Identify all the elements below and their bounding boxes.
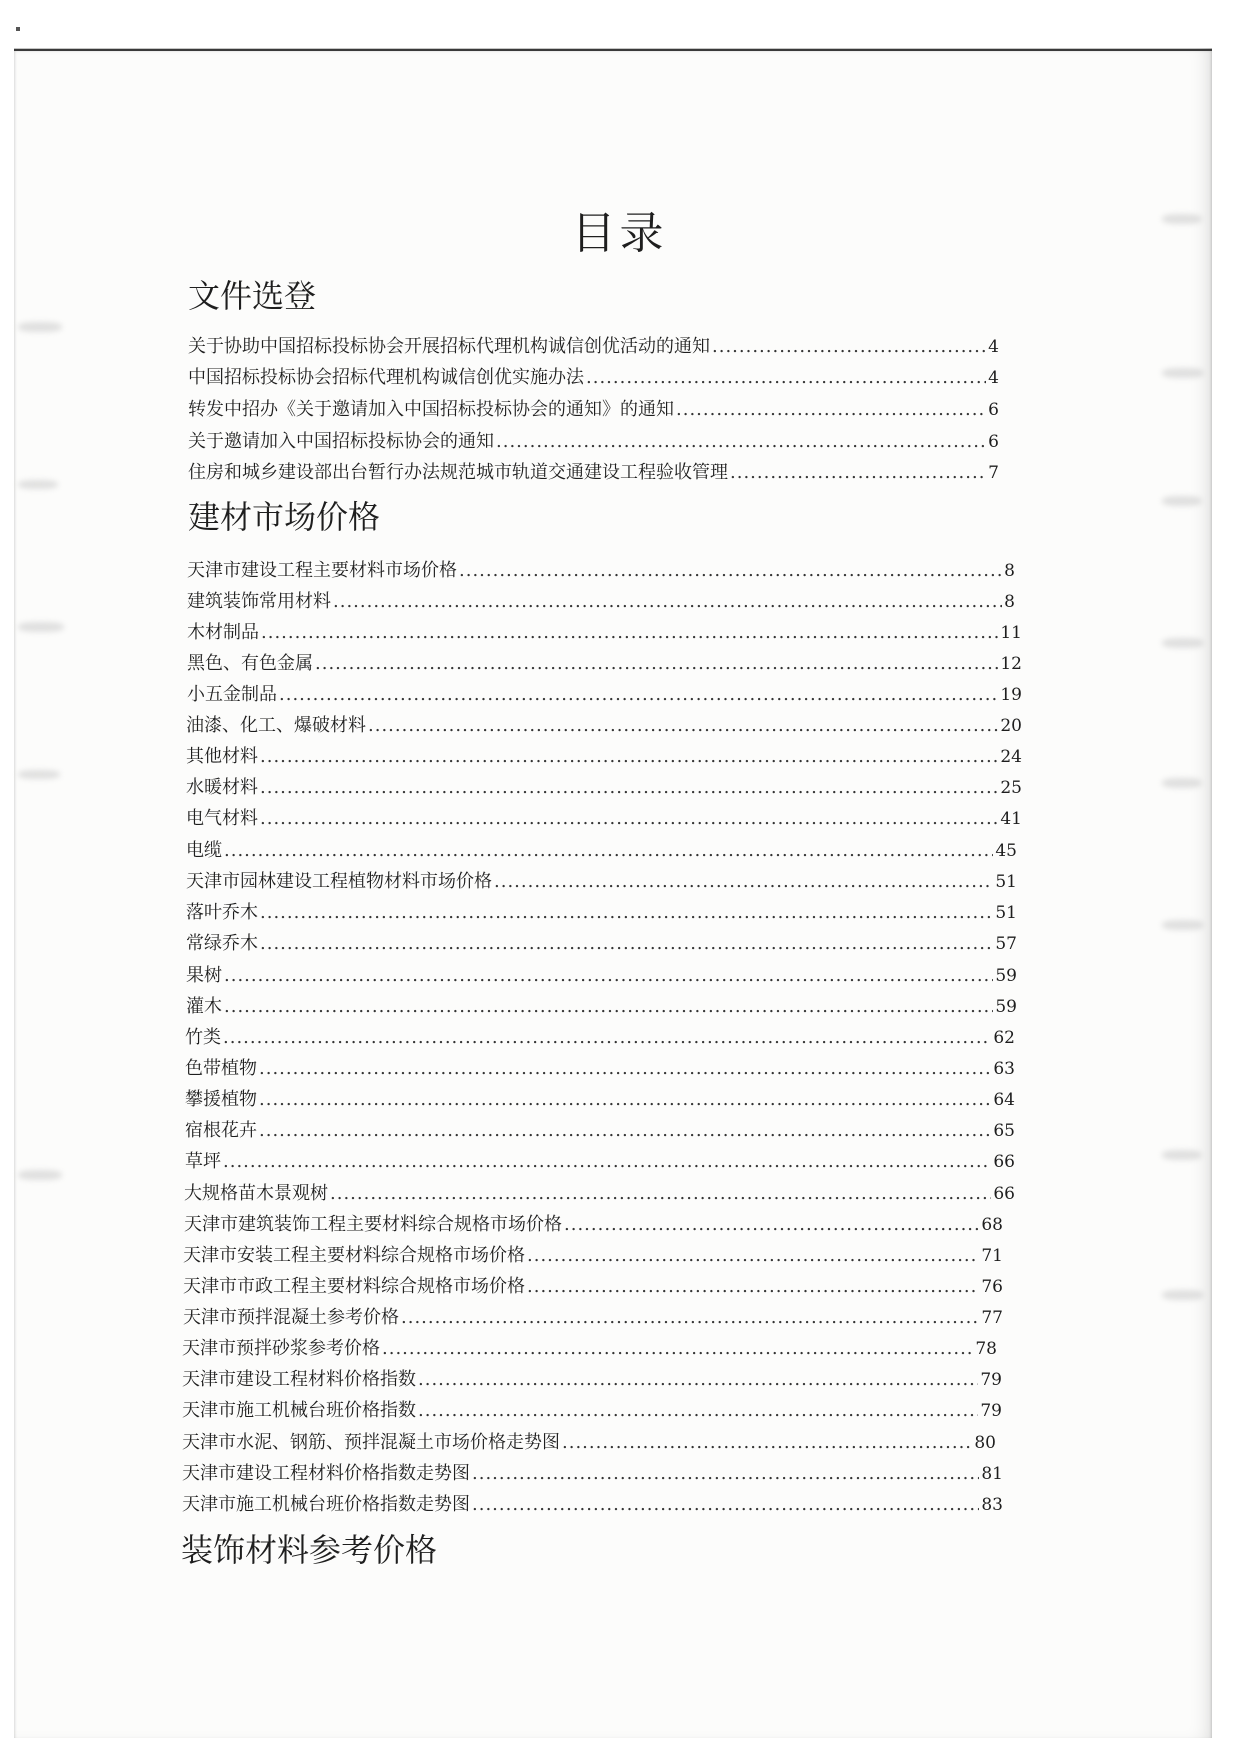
toc-entry[interactable] xyxy=(186,995,1017,1019)
toc-entry-title: 天津市建设工程材料价格指数走势图 xyxy=(182,1463,470,1484)
toc-entry[interactable] xyxy=(186,839,1017,863)
leader-dots xyxy=(496,430,986,454)
toc-entry-page: 79 xyxy=(980,1370,1002,1390)
toc-entry-page: 76 xyxy=(981,1277,1003,1297)
scan-smudge xyxy=(1162,1290,1204,1300)
scan-smudge xyxy=(18,770,60,779)
toc-entry[interactable] xyxy=(183,1244,1003,1268)
page-edge-line xyxy=(14,49,1212,51)
toc-entry[interactable] xyxy=(184,1213,1003,1237)
toc-entry-page: 20 xyxy=(1000,716,1022,736)
toc-entry-page: 45 xyxy=(995,841,1017,861)
toc-entry-title: 天津市施工机械台班价格指数 xyxy=(182,1400,416,1421)
scan-smudge xyxy=(18,322,62,332)
leader-dots xyxy=(527,1244,979,1268)
section-heading: 装饰材料参考价格 xyxy=(181,1531,438,1569)
leader-dots xyxy=(259,1057,991,1081)
leader-dots xyxy=(279,683,998,707)
section-heading: 文件选登 xyxy=(188,277,317,315)
toc-entry-page: 41 xyxy=(1000,809,1022,829)
scan-smudge xyxy=(1162,368,1204,378)
toc-entry-page: 71 xyxy=(981,1246,1003,1266)
leader-dots xyxy=(730,461,986,485)
toc-entry-page: 80 xyxy=(974,1433,996,1453)
toc-entry[interactable] xyxy=(186,776,1022,800)
toc-entry[interactable] xyxy=(187,590,1015,614)
toc-entry-page: 66 xyxy=(993,1152,1015,1172)
toc-entry-title: 电气材料 xyxy=(186,808,258,829)
scan-smudge xyxy=(18,480,58,489)
scan-smudge xyxy=(1162,638,1204,648)
toc-entry-page: 79 xyxy=(980,1401,1002,1421)
toc-entry-title: 果树 xyxy=(186,965,222,986)
toc-entry[interactable] xyxy=(188,398,999,422)
toc-entry[interactable] xyxy=(186,807,1022,831)
leader-dots xyxy=(527,1275,979,1299)
toc-entry[interactable] xyxy=(182,1493,1003,1517)
toc-entry-page: 51 xyxy=(995,903,1017,923)
toc-entry[interactable] xyxy=(182,1462,1003,1486)
leader-dots xyxy=(459,559,1002,583)
toc-entry-page: 8 xyxy=(1004,592,1015,612)
toc-entry-page: 6 xyxy=(988,400,999,420)
toc-entry-title: 住房和城乡建设部出台暂行办法规范城市轨道交通建设工程验收管理 xyxy=(188,462,728,483)
toc-entry[interactable] xyxy=(186,745,1022,769)
toc-entry-page: 59 xyxy=(995,966,1017,986)
toc-entry[interactable] xyxy=(187,683,1022,707)
toc-entry-page: 78 xyxy=(975,1339,997,1359)
toc-entry[interactable] xyxy=(187,652,1022,676)
toc-entry-title: 天津市建设工程材料价格指数 xyxy=(182,1369,416,1390)
leader-dots xyxy=(401,1306,979,1330)
toc-entry-title: 电缆 xyxy=(186,840,222,861)
toc-entry[interactable] xyxy=(182,1431,996,1455)
toc-entry-title: 天津市预拌混凝土参考价格 xyxy=(183,1307,399,1328)
toc-entry-title: 中国招标投标协会招标代理机构诚信创优实施办法 xyxy=(188,367,584,388)
toc-entry-title: 宿根花卉 xyxy=(185,1120,257,1141)
leader-dots xyxy=(259,1088,991,1112)
toc-entry[interactable] xyxy=(182,1399,1002,1423)
toc-entry-title: 转发中招办《关于邀请加入中国招标投标协会的通知》的通知 xyxy=(188,399,674,420)
toc-entry[interactable] xyxy=(188,366,999,390)
toc-entry-title: 油漆、化工、爆破材料 xyxy=(186,715,366,736)
leader-dots xyxy=(494,870,993,894)
toc-entry-page: 68 xyxy=(981,1215,1003,1235)
leader-dots xyxy=(330,1182,991,1206)
scan-mark xyxy=(16,27,20,31)
leader-dots xyxy=(472,1462,979,1486)
toc-entry-title: 大规格苗木景观树 xyxy=(184,1183,328,1204)
toc-entry-page: 8 xyxy=(1004,561,1015,581)
toc-entry-title: 草坪 xyxy=(185,1151,221,1172)
toc-entry-page: 7 xyxy=(988,463,999,483)
toc-entry-title: 关于协助中国招标投标协会开展招标代理机构诚信创优活动的通知 xyxy=(188,336,710,357)
toc-entry[interactable] xyxy=(188,461,999,485)
toc-entry-page: 83 xyxy=(981,1495,1003,1515)
toc-entry[interactable] xyxy=(185,1057,1015,1081)
toc-entry-page: 59 xyxy=(995,997,1017,1017)
toc-entry-title: 木材制品 xyxy=(187,622,259,643)
toc-entry-title: 天津市预拌砂浆参考价格 xyxy=(182,1338,380,1359)
toc-entry-page: 63 xyxy=(993,1059,1015,1079)
toc-entry-page: 24 xyxy=(1000,747,1022,767)
leader-dots xyxy=(333,590,1002,614)
toc-entry[interactable] xyxy=(186,964,1017,988)
scan-smudge xyxy=(1162,496,1202,506)
toc-entry-page: 51 xyxy=(995,872,1017,892)
toc-entry-title: 灌木 xyxy=(186,996,222,1017)
leader-dots xyxy=(260,932,993,956)
leader-dots xyxy=(224,839,993,863)
toc-entry[interactable] xyxy=(182,1368,1002,1392)
toc-entry-page: 12 xyxy=(1000,654,1022,674)
toc-entry-title: 天津市施工机械台班价格指数走势图 xyxy=(182,1494,470,1515)
toc-entry[interactable] xyxy=(185,1088,1015,1112)
leader-dots xyxy=(564,1213,979,1237)
section-heading: 建材市场价格 xyxy=(188,498,381,536)
leader-dots xyxy=(418,1368,978,1392)
leader-dots xyxy=(223,1026,991,1050)
toc-entry[interactable] xyxy=(186,932,1017,956)
toc-entry-title: 天津市安装工程主要材料综合规格市场价格 xyxy=(183,1245,525,1266)
toc-entry[interactable] xyxy=(186,901,1017,925)
toc-entry[interactable] xyxy=(188,430,999,454)
toc-entry-page: 19 xyxy=(1000,685,1022,705)
leader-dots xyxy=(224,995,993,1019)
toc-entry-page: 64 xyxy=(993,1090,1015,1110)
leader-dots xyxy=(260,901,993,925)
toc-entry-page: 4 xyxy=(988,368,999,388)
toc-entry[interactable] xyxy=(185,1026,1015,1050)
leader-dots xyxy=(315,652,998,676)
toc-entry[interactable] xyxy=(182,1337,997,1361)
toc-entry-page: 66 xyxy=(993,1184,1015,1204)
toc-entry-page: 6 xyxy=(988,432,999,452)
toc-entry-title: 天津市水泥、钢筋、预拌混凝土市场价格走势图 xyxy=(182,1432,560,1453)
leader-dots xyxy=(261,621,998,645)
toc-entry-title: 天津市园林建设工程植物材料市场价格 xyxy=(186,871,492,892)
scan-smudge xyxy=(18,622,64,632)
toc-entry-title: 关于邀请加入中国招标投标协会的通知 xyxy=(188,431,494,452)
toc-entry-title: 天津市建筑装饰工程主要材料综合规格市场价格 xyxy=(184,1214,562,1235)
leader-dots xyxy=(224,964,993,988)
toc-entry-page: 62 xyxy=(993,1028,1015,1048)
toc-entry-title: 小五金制品 xyxy=(187,684,277,705)
leader-dots xyxy=(223,1150,991,1174)
toc-entry-title: 天津市建设工程主要材料市场价格 xyxy=(187,560,457,581)
toc-entry[interactable] xyxy=(188,335,999,359)
scan-smudge xyxy=(1162,1150,1202,1160)
leader-dots xyxy=(260,776,998,800)
leader-dots xyxy=(260,807,998,831)
toc-entry-title: 攀援植物 xyxy=(185,1089,257,1110)
toc-entry-title: 建筑装饰常用材料 xyxy=(187,591,331,612)
leader-dots xyxy=(260,745,998,769)
toc-entry-page: 81 xyxy=(981,1464,1003,1484)
scan-smudge xyxy=(1162,778,1202,788)
page-title: 目录 xyxy=(571,208,668,259)
scan-smudge xyxy=(18,1170,62,1180)
leader-dots xyxy=(382,1337,973,1361)
leader-dots xyxy=(562,1431,972,1455)
toc-entry-title: 黑色、有色金属 xyxy=(187,653,313,674)
leader-dots xyxy=(586,366,986,390)
toc-entry-title: 色带植物 xyxy=(185,1058,257,1079)
toc-entry[interactable] xyxy=(186,714,1022,738)
scan-smudge xyxy=(1162,920,1204,930)
toc-entry-title: 天津市市政工程主要材料综合规格市场价格 xyxy=(183,1276,525,1297)
toc-entry[interactable] xyxy=(187,559,1015,583)
toc-entry-page: 57 xyxy=(995,934,1017,954)
leader-dots xyxy=(472,1493,979,1517)
leader-dots xyxy=(368,714,998,738)
leader-dots xyxy=(712,335,986,359)
toc-entry-page: 25 xyxy=(1000,778,1022,798)
toc-entry[interactable] xyxy=(186,870,1017,894)
leader-dots xyxy=(418,1399,978,1423)
toc-entry-title: 其他材料 xyxy=(186,746,258,767)
toc-entry[interactable] xyxy=(185,1119,1015,1143)
toc-entry-page: 4 xyxy=(988,337,999,357)
toc-entry-title: 落叶乔木 xyxy=(186,902,258,923)
toc-entry-page: 77 xyxy=(981,1308,1003,1328)
leader-dots xyxy=(259,1119,991,1143)
toc-entry-title: 水暖材料 xyxy=(186,777,258,798)
toc-entry-title: 竹类 xyxy=(185,1027,221,1048)
toc-entry[interactable] xyxy=(187,621,1022,645)
toc-entry[interactable] xyxy=(185,1150,1015,1174)
toc-entry-page: 65 xyxy=(993,1121,1015,1141)
toc-entry-page: 11 xyxy=(1000,623,1022,643)
toc-entry[interactable] xyxy=(184,1182,1015,1206)
toc-entry[interactable] xyxy=(183,1306,1003,1330)
toc-entry[interactable] xyxy=(183,1275,1003,1299)
leader-dots xyxy=(676,398,986,422)
toc-entry-title: 常绿乔木 xyxy=(186,933,258,954)
